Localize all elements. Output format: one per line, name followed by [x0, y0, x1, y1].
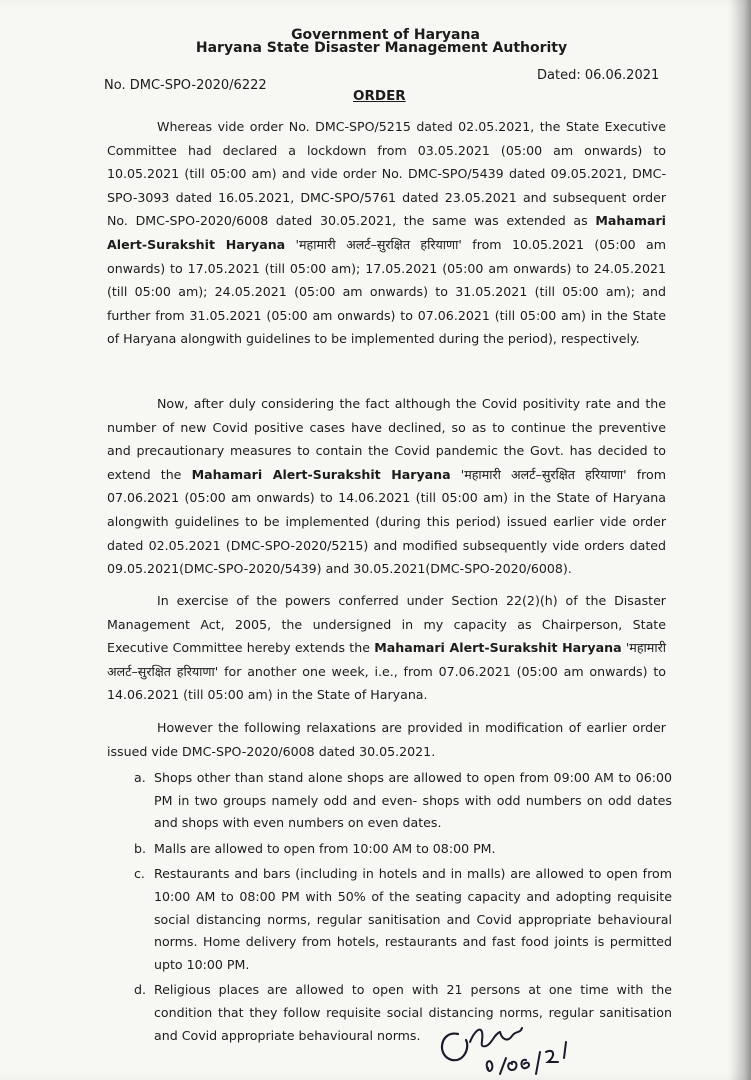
campaign-name: Mahamari Alert-Surakshit Haryana: [107, 213, 666, 252]
page-edge-shadow: [729, 0, 751, 1080]
paragraph-4: However the following relaxations are provided in modification of earlier order issued vide DMC-SPO-2020/6008 dated 30.05.2021.: [107, 720, 666, 759]
campaign-name: Mahamari Alert-Surakshit Haryana: [191, 466, 451, 482]
list-item: a. Shops other than stand alone shops are allowed to open from 09:00 AM to 06:00 PM in two groups namely odd and even- shops with odd numbers on odd dates and shops with even numbers on even dates.: [134, 770, 672, 831]
order-date: Dated: 06.06.2021: [537, 68, 660, 83]
order-reference-number: No. DMC-SPO-2020/6222: [104, 78, 267, 93]
campaign-name: Mahamari Alert-Surakshit Haryana: [374, 640, 622, 656]
list-item: d. Religious places are allowed to open with 21 persons at one time with the condition that they follow requisite social distancing norms, regular sanitisation and Covid appropriate behavioural norms.: [134, 982, 672, 1043]
order-title: ORDER: [353, 88, 406, 104]
header-authority: Haryana State Disaster Management Authority: [195, 40, 568, 56]
header-government: Government of Haryana: [291, 27, 480, 43]
list-item: b. Malls are allowed to open from 10:00 AM to 08:00 PM.: [134, 840, 496, 856]
paragraph-3: In exercise of the powers conferred under Section 22(2)(h) of the Disaster Management Act, 2005, the undersigned in my capacity as Chairperson, State Executive Committee hereby extends the Mahamari Alert-Surakshit Haryana 'महामारी अलर्ट–सुरक्षित हरियाणा' for another one week, i.e., from 07.06.2021 (05:00 am onwards) to 14.06.2021 (till 05:00 am) in the State of Haryana.: [107, 593, 666, 703]
handwritten-signature: [430, 1012, 590, 1080]
paragraph-2: Now, after duly considering the fact although the Covid positivity rate and the number of new Covid positive cases have declined, so as to continue the preventive and precautionary measures to contain the Covid pandemic the Govt. has decided to extend the Mahamari Alert-Surakshit Haryana 'महामारी अलर्ट–सुरक्षित हरियाणा' from 07.06.2021 (05:00 am onwards) to 14.06.2021 (till 05:00 am) in the State of Haryana alongwith guidelines to be implemented (during this period) issued earlier vide order dated 02.05.2021 (DMC-SPO-2020/5215) and modified subsequently vide orders dated 09.05.2021(DMC-SPO-2020/5439) and 30.05.2021(DMC-SPO-2020/6008).: [107, 396, 666, 577]
paragraph-1: Whereas vide order No. DMC-SPO/5215 dated 02.05.2021, the State Executive Committee had declared a lockdown from 03.05.2021 (05:00 am onwards) to 10.05.2021 (till 05:00 am) and vide order No. DMC-SPO/5439 dated 09.05.2021, DMC-SPO-3093 dated 16.05.2021, DMC-SPO/5761 dated 23.05.2021 and subsequent order No. DMC-SPO-2020/6008 dated 30.05.2021, the same was extended as Mahamari Alert-Surakshit Haryana 'महामारी अलर्ट–सुरक्षित हरियाणा' from 10.05.2021 (05:00 am onwards) to 17.05.2021 (till 05:00 am); 17.05.2021 (05:00 am onwards) to 24.05.2021 (till 05:00 am); 24.05.2021 (05:00 am onwards) to 31.05.2021 (till 05:00 am); and further from 31.05.2021 (05:00 am onwards) to 07.06.2021 (till 05:00 am) in the State of Haryana alongwith guidelines to be implemented during the period), respectively.: [107, 119, 666, 347]
list-item: c. Restaurants and bars (including in hotels and in malls) are allowed to open from 10:00 AM to 08:00 PM with 50% of the seating capacity and adopting requisite social distancing norms, regular sanitisation and Covid appropriate behavioural norms. Home delivery from hotels, restaurants and fast food joints is permitted upto 10:00 PM.: [134, 866, 672, 972]
relaxations-list: [107, 767, 672, 1050]
